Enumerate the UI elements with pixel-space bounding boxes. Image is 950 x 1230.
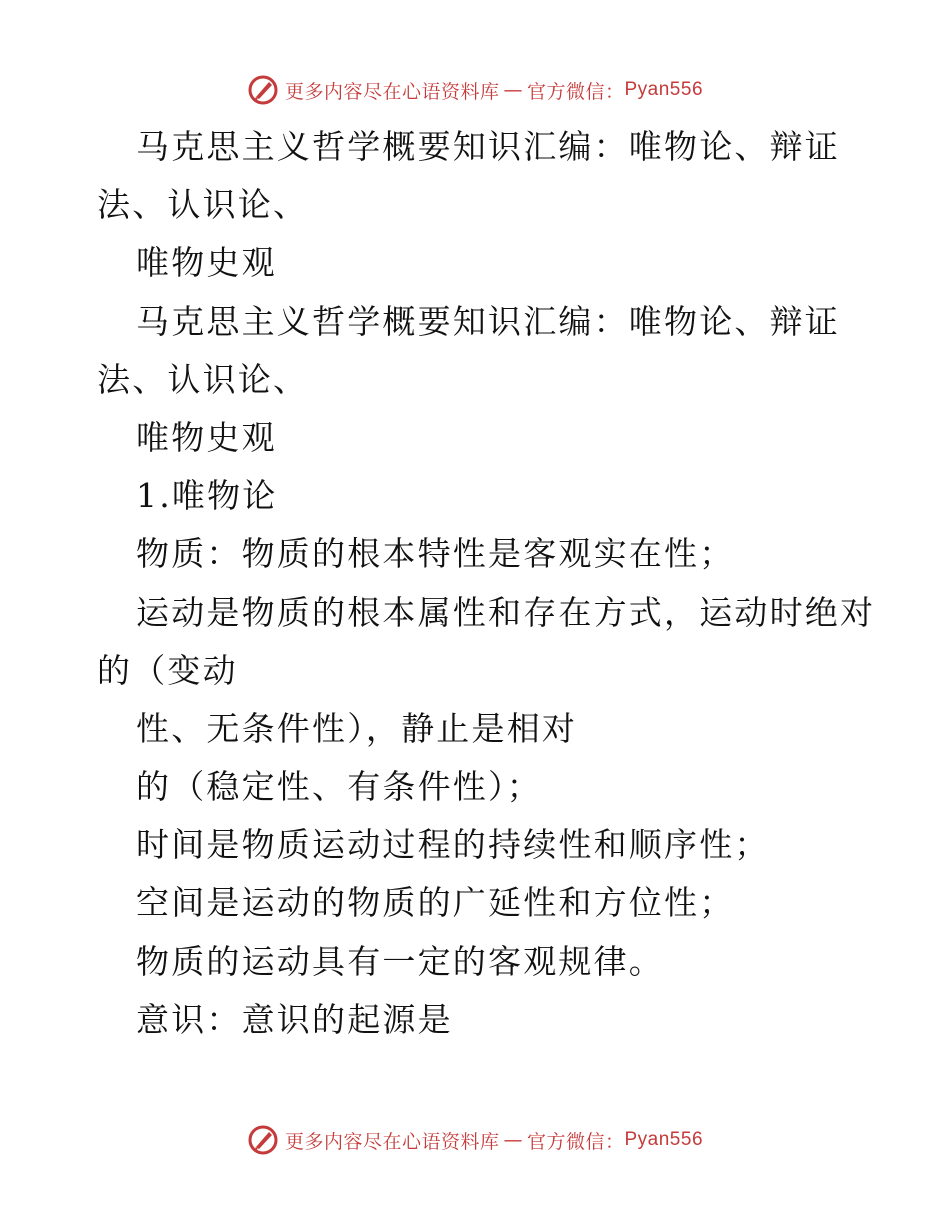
text-line: 的（变动	[97, 650, 238, 690]
banner-label: 更多内容尽在心语资料库	[284, 1130, 500, 1153]
text-line: 的（稳定性、有条件性）；	[136, 767, 542, 807]
section-heading: 1.唯物论	[136, 476, 278, 516]
banner-label: 更多内容尽在心语资料库	[284, 80, 500, 103]
text-line: 物质的运动具有一定的客观规律。	[136, 941, 664, 981]
text-line: 唯物史观	[136, 243, 277, 283]
banner-separator: —	[503, 79, 523, 101]
banner-wechat-label: 官方微信：	[526, 80, 625, 103]
text-line: 性、无条件性），静止是相对	[136, 708, 578, 748]
banner-wechat-id: Pyan556	[624, 1129, 704, 1150]
text-line: 法、认识论、	[97, 185, 309, 225]
banner-wechat-id: Pyan556	[624, 79, 704, 100]
text-line: 马克思主义哲学概要知识汇编：唯物论、辩证	[136, 127, 840, 166]
text-line: 意识：意识的起源是	[136, 999, 453, 1039]
text-line: 马克思主义哲学概要知识汇编：唯物论、辩证	[136, 301, 840, 341]
text-line: 时间是物质运动过程的持续性和顺序性；	[136, 825, 770, 865]
banner-separator: —	[503, 1129, 523, 1151]
banner-wechat-label: 官方微信：	[526, 1130, 625, 1153]
text-line: 空间是运动的物质的广延性和方位性；	[136, 883, 735, 923]
document-body	[97, 118, 876, 1049]
quill-pen-logo-icon	[247, 1124, 279, 1156]
text-line: 法、认识论、	[97, 359, 309, 399]
header-banner	[0, 70, 950, 110]
text-line: 唯物史观	[136, 417, 277, 457]
quill-pen-logo-icon	[247, 74, 279, 106]
footer-banner	[0, 1120, 950, 1160]
text-line: 运动是物质的根本属性和存在方式，运动时绝对	[136, 592, 876, 632]
text-line: 物质：物质的根本特性是客观实在性；	[136, 534, 735, 574]
